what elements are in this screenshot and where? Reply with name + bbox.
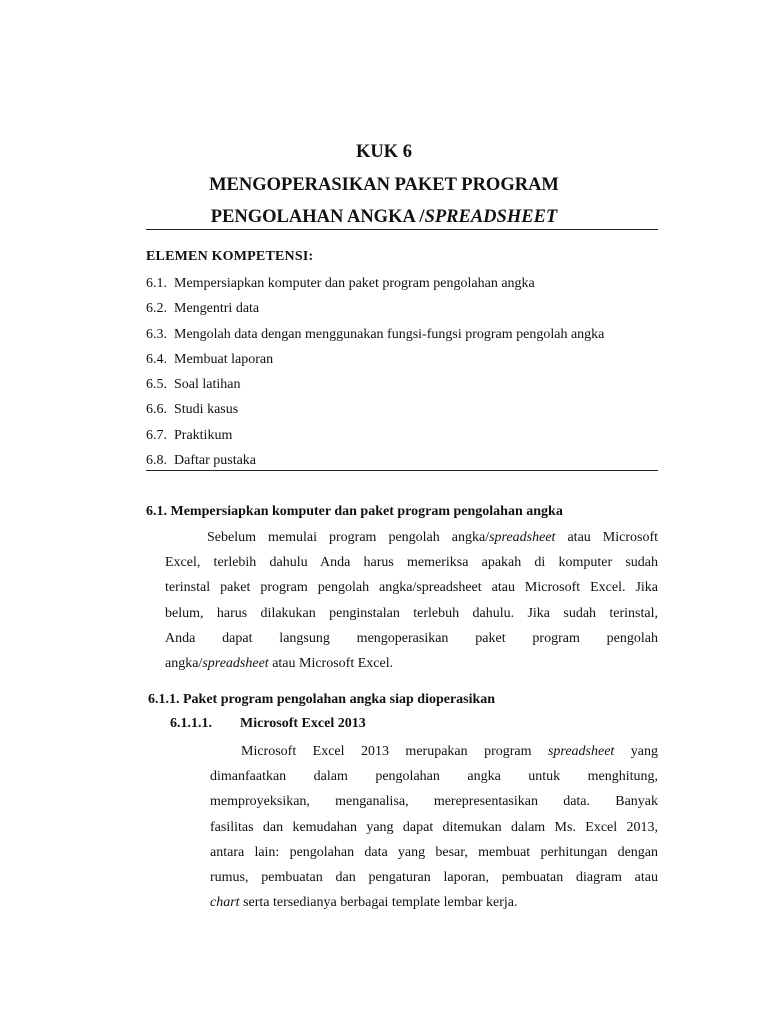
text-run-italic: chart	[210, 895, 240, 911]
list-item-number: 6.6.	[146, 402, 167, 418]
list-item-label: Praktikum	[174, 427, 233, 443]
text-run-italic: spreadsheet	[547, 744, 615, 759]
text-run-italic: spreadsheet	[202, 655, 269, 671]
list-item-label: Daftar pustaka	[174, 453, 257, 469]
section-6-1-1-1-paragraph	[210, 741, 658, 917]
list-item	[146, 324, 604, 349]
subsection-title: Microsoft Excel 2013	[240, 716, 366, 731]
list-item	[146, 298, 604, 323]
list-item-label: Mempersiapkan komputer dan paket program pengolahan angka	[174, 276, 535, 291]
section-heading-6-1-1: 6.1.1. Paket program pengolahan angka siap dioperasikan	[148, 692, 496, 707]
paragraph-line: Excel, terlebih dahulu Anda harus memeriksa apakah di komputer sudah	[165, 555, 658, 571]
list-item	[146, 425, 604, 450]
paragraph-line: terinstal paket program pengolah angka/spreadsheet atau Microsoft Excel. Jika	[165, 580, 658, 596]
list-item-number: 6.1.	[146, 276, 167, 291]
text-run: atau Microsoft Excel.	[268, 655, 394, 671]
paragraph-line: Anda dapat langsung mengoperasikan paket program pengolah	[165, 630, 658, 646]
text-run: Sebelum memulai program pengolah angka/	[207, 530, 490, 545]
text-run: serta tersedianya berbagai template lembar kerja.	[239, 895, 518, 911]
doc-title-kuk: KUK 6	[355, 142, 412, 162]
list-item	[146, 273, 604, 298]
paragraph-line: memproyeksikan, menganalisa, merepresentasikan data. Banyak	[210, 794, 658, 810]
text-run: atau Microsoft	[555, 530, 659, 545]
list-item-label: Membuat laporan	[174, 351, 274, 367]
doc-title-line3	[0, 206, 768, 228]
competency-divider	[146, 470, 658, 471]
competency-list	[146, 273, 604, 475]
doc-title-line2: MENGOPERASIKAN PAKET PROGRAM	[209, 175, 559, 195]
text-run: angka/	[165, 655, 203, 671]
competency-heading: ELEMEN KOMPETENSI:	[146, 249, 314, 264]
subsection-number: 6.1.1.1.	[170, 716, 212, 731]
paragraph-line: belum, harus dilakukan penginstalan terlebuh dahulu. Jika sudah terinstal,	[165, 605, 658, 621]
list-item	[146, 450, 604, 475]
list-item	[146, 374, 604, 399]
list-item-label: Studi kasus	[174, 402, 239, 418]
text-run-italic: spreadsheet	[489, 530, 556, 545]
list-item-number: 6.8.	[146, 453, 167, 469]
paragraph-line	[165, 653, 658, 678]
list-item-number: 6.7.	[146, 427, 167, 443]
list-item	[146, 399, 604, 424]
paragraph-line	[210, 741, 658, 766]
list-item-number: 6.2.	[146, 301, 167, 317]
list-item	[146, 349, 604, 374]
paragraph-line: fasilitas dan kemudahan yang dapat ditemukan dalam Ms. Excel 2013,	[210, 819, 658, 835]
section-6-1-paragraph	[165, 527, 658, 678]
paragraph-line: rumus, pembuatan dan pengaturan laporan, pembuatan diagram atau	[210, 869, 658, 885]
text-run: yang	[614, 744, 658, 759]
list-item-number: 6.3.	[146, 326, 167, 342]
title-line3-italic: SPREADSHEET	[424, 207, 558, 227]
section-heading-6-1: 6.1. Mempersiapkan komputer dan paket program pengolahan angka	[146, 504, 563, 519]
paragraph-line: dimanfaatkan dalam pengolahan angka untuk menghitung,	[210, 769, 658, 785]
paragraph-line	[210, 892, 658, 917]
list-item-number: 6.4.	[146, 351, 167, 367]
paragraph-line	[165, 527, 658, 552]
title-line3-prefix: PENGOLAHAN ANGKA /	[210, 207, 425, 227]
list-item-label: Mengentri data	[174, 301, 260, 317]
title-divider	[146, 229, 658, 230]
list-item-number: 6.5.	[146, 377, 167, 393]
list-item-label: Mengolah data dengan menggunakan fungsi-fungsi program pengolah angka	[174, 326, 605, 342]
section-heading-6-1-1-1	[170, 716, 366, 732]
paragraph-line: antara lain: pengolahan data yang besar, membuat perhitungan dengan	[210, 844, 658, 860]
list-item-label: Soal latihan	[174, 377, 241, 393]
text-run: Microsoft Excel 2013 merupakan program	[241, 744, 548, 759]
